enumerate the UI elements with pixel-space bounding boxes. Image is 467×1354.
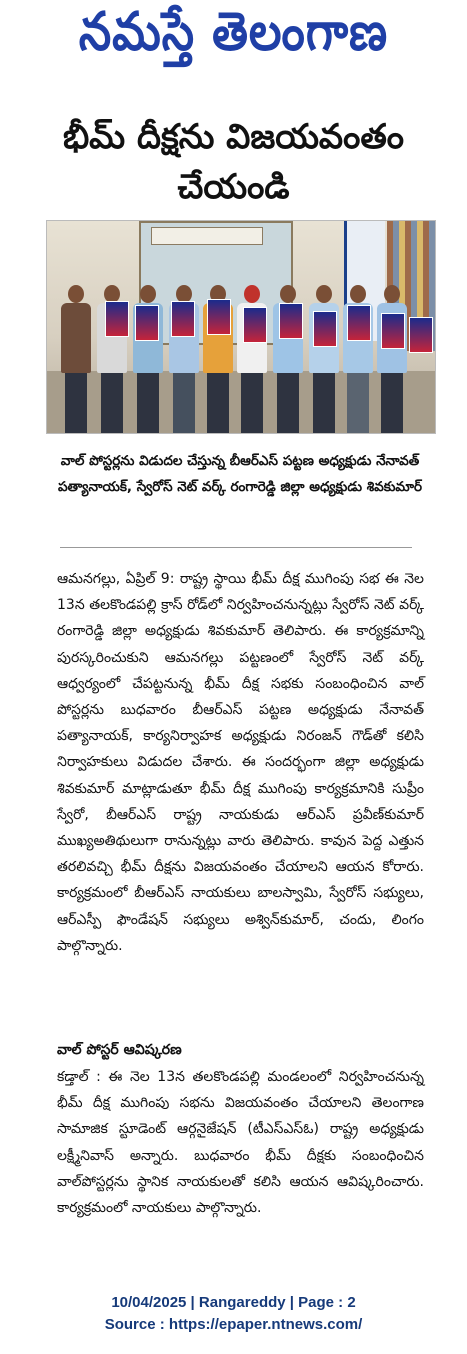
news-photo	[46, 220, 436, 434]
wall-poster	[243, 307, 267, 343]
divider	[60, 547, 412, 548]
wall-poster	[313, 311, 337, 347]
wall-poster	[105, 301, 129, 337]
footer-source-link[interactable]: Source : https://epaper.ntnews.com/	[104, 1316, 363, 1333]
wall-poster	[381, 313, 405, 349]
wall-poster	[207, 299, 231, 335]
article-subhead: వాల్ పోస్టర్ ఆవిష్కరణ	[57, 1042, 182, 1058]
wall-poster	[279, 303, 303, 339]
wall-poster	[135, 305, 159, 341]
photo-person	[61, 285, 91, 433]
masthead-logo: నమస్తే తెలంగాణ	[78, 0, 389, 63]
article-body: ఆమనగల్లు, ఏప్రిల్ 9: రాష్ట్ర స్థాయి భీమ్ దీక్ష ముగింపు సభ ఈ నెల 13న తలకొండపల్లి క్రాస్ రోడ్‌లో నిర్వహించనున్నట్లు స్వేరోస్ నెట్ వర్క్ రంగారెడ్డి జిల్లా అధ్యక్షుడు శివకుమార్ తెలిపారు. ఈ కార్యక్రమాన్ని పురస్కరించుకుని ఆమనగల్లు పట్టణంలో స్వేరోస్ నెట్ వర్క్ ఆధ్వర్యంలో చేపట్టనున్న భీమ్ దీక్ష సభకు సంబంధించిన వాల్ పోస్టర్లను బుధవారం బీఆర్ఎస్ పట్టణ అధ్యక్షుడు నేనావత్ పత్యానాయక్, కార్యనిర్వాహక అధ్యక్షుడు నిరంజన్ గౌడ్‌తో కలిసి నిర్వాహకులు విడుదల చేశారు. ఈ సందర్భంగా జిల్లా అధ్యక్షుడు శివకుమార్ మాట్లాడుతూ భీమ్ దీక్ష ముగింపు కార్యక్రమానికి సుప్రీం స్వేరో, బీఆర్ఎస్ రాష్ట్ర నాయకుడు ఆర్ఎస్ ప్రవీణ్‌కుమార్ ముఖ్యఅతిథులుగా రానున్నట్లు వారు తెలిపారు. కావున పెద్ద ఎత్తున తరలివచ్చి భీమ్ దీక్షను విజయవంతం చేయాలని ఆయన కోరారు. కార్యక్రమంలో బీఆర్ఎస్ నాయకులు బాలస్వామి, స్వేరోస్ సభ్యులు, ఆర్ఎస్పీ ఫౌండేషన్ సభ్యులు అశ్విన్‌కుమార్, చందు, లింగం పాల్గొన్నారు.	[57, 571, 424, 954]
photo-shop-board	[151, 227, 263, 245]
wall-poster	[171, 301, 195, 337]
photo-person	[377, 285, 407, 433]
headline: భీమ్ దీక్షను విజయవంతం చేయండి	[62, 117, 405, 207]
article-body-2: కడ్తాల్ : ఈ నెల 13న తలకొండపల్లి మండలంలో నిర్వహించనున్న భీమ్ దీక్ష ముగింపు సభను విజయవంతం చేయాలని తెలంగాణ సామాజిక స్టూడెంట్ ఆర్గనైజేషన్ (టీఎస్ఎస్ఓ) రాష్ట్ర అధ్యక్షుడు లక్ష్మీనివాస్ అన్నారు. బుధవారం భీమ్ దీక్షకు సంబంధించిన వాల్‌పోస్టర్లను స్థానిక నాయకులతో కలిసి ఆయన ఆవిష్కరించారు. కార్యక్రమంలో నాయకులు పాల్గొన్నారు.	[57, 1069, 424, 1217]
footer-date-edition: 10/04/2025 | Rangareddy | Page : 2	[111, 1294, 356, 1311]
wall-poster	[347, 305, 371, 341]
photo-person	[309, 285, 339, 433]
wall-poster	[409, 317, 433, 353]
photo-caption: వాల్ పోస్టర్లను విడుదల చేస్తున్న బీఆర్ఎస్ పట్టణ అధ్యక్షుడు నేనావత్ పత్యానాయక్, స్వేరోస్ నెట్ వర్క్ రంగారెడ్డి జిల్లా అధ్యక్షుడు శివకుమార్	[57, 453, 423, 495]
